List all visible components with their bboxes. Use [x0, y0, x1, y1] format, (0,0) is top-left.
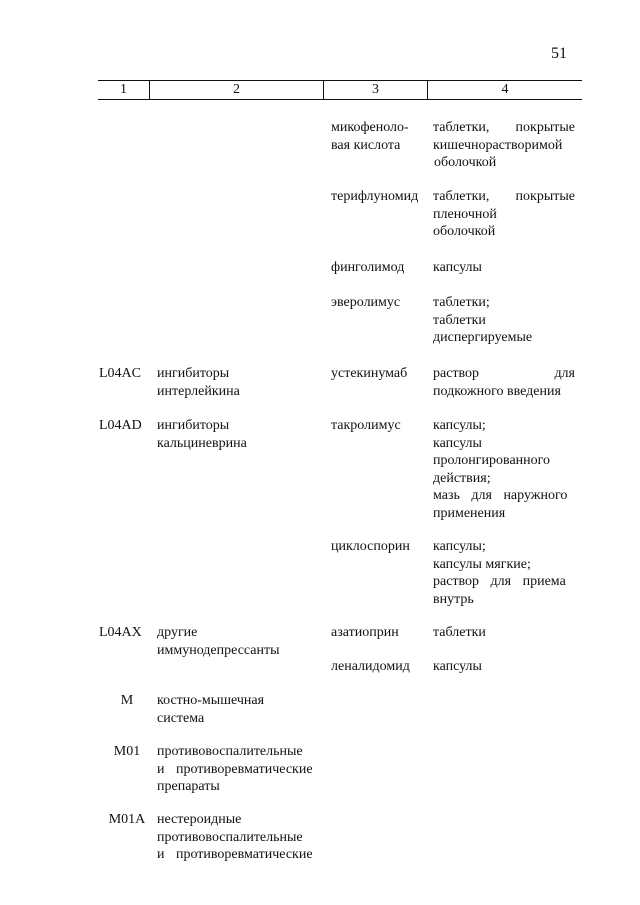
drug-name: эверолимус: [331, 295, 401, 310]
drug-name: циклоспорин: [331, 539, 410, 554]
atc-code: M01A: [108, 812, 146, 827]
group-name: ингибиторы интерлейкина: [157, 366, 240, 399]
drug-name: устекинумаб: [331, 366, 408, 381]
dosage-form: таблетки; таблетки диспергируемые: [433, 295, 533, 345]
dosage-form: таблетки: [433, 625, 486, 640]
dosage-form: капсулы: [433, 260, 482, 275]
group-name: костно-мышечная система: [157, 693, 265, 726]
dosage-form: раствор для подкожного введения: [433, 366, 575, 399]
header-col-1: 1: [98, 81, 150, 99]
dosage-form: капсулы; капсулы мягкие; раствор для приема внутрь: [433, 539, 566, 607]
drug-name: такролимус: [331, 418, 401, 433]
header-col-3: 3: [324, 81, 428, 99]
header-col-2: 2: [150, 81, 324, 99]
group-name: ингибиторы кальциневрина: [157, 418, 247, 451]
table-header-row: [98, 80, 582, 100]
drug-name: финголимод: [331, 260, 405, 275]
dosage-form: капсулы: [433, 659, 482, 674]
header-col-4: 4: [501, 82, 509, 97]
drug-name: азатиоприн: [331, 625, 399, 640]
atc-code: L04AX: [99, 625, 142, 640]
group-name: нестероидные противовоспалительные и противоревматические: [157, 812, 313, 862]
drug-name: микофеноло- вая кислота: [331, 120, 409, 153]
group-name: другие иммунодепрессанты: [157, 625, 280, 658]
dosage-form: капсулы; капсулы пролонгированного действия; мазь для наружного применения: [433, 418, 568, 521]
atc-code: M: [120, 693, 134, 708]
group-name: противовоспалительные и противоревматические препараты: [157, 744, 313, 794]
page-number: 51: [551, 45, 567, 62]
drug-name: леналидомид: [331, 659, 410, 674]
drug-name: терифлуномид: [331, 189, 419, 204]
dosage-form: таблетки, покрытые кишечнорастворимой оболочкой: [433, 120, 575, 170]
atc-code: M01: [113, 744, 141, 759]
atc-code: L04AD: [99, 418, 142, 433]
dosage-form: таблетки, покрытые пленочной оболочкой: [433, 189, 575, 239]
atc-code: L04AC: [99, 366, 141, 381]
